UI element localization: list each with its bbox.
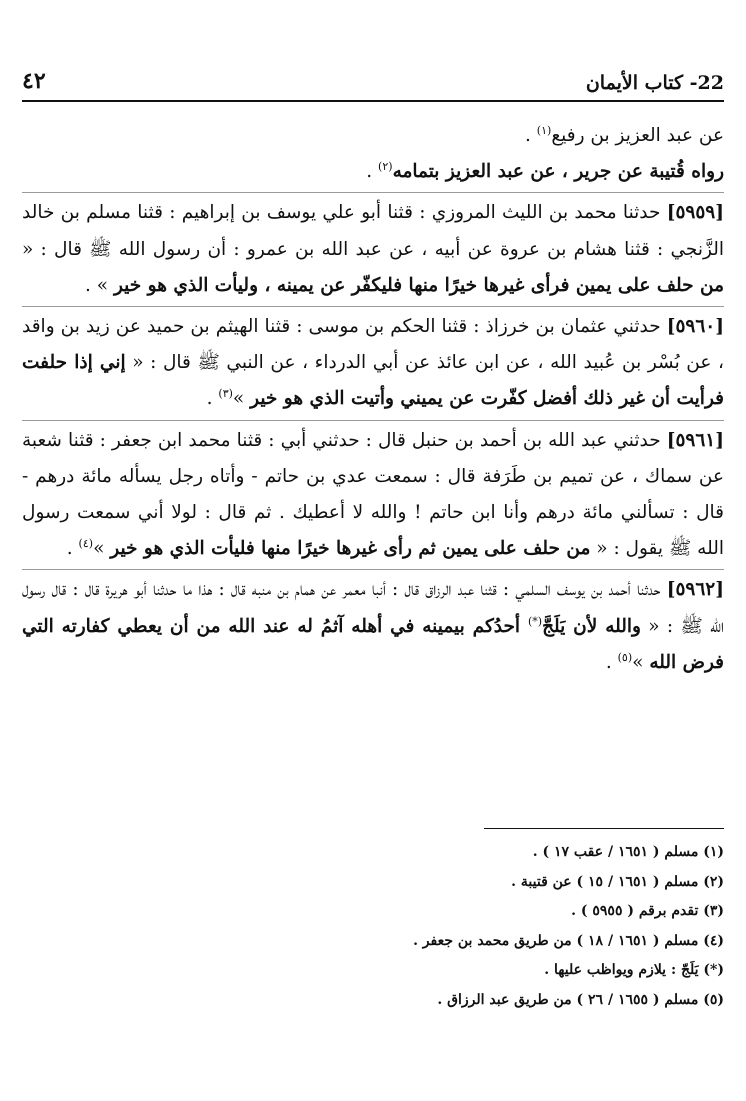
footnote-ref[interactable]: (*) xyxy=(527,614,543,628)
footnote-star: (*) يَلَجّ : يلازم ويواظب عليها . xyxy=(544,962,724,978)
hadith-quote: إني إذا حلفت فرأيت أن غير ذلك أفضل كفّرت عن يميني وأتيت الذي هو خير xyxy=(22,352,724,410)
footnote-ref[interactable]: (١) xyxy=(536,123,552,137)
footnote-1: (١) مسلم ( ١٦٥١ / عقب ١٧ ) . xyxy=(532,844,724,860)
hadith-number: [٥٩٦٠] xyxy=(666,316,724,338)
footnote-ref[interactable]: (٥) xyxy=(617,650,633,664)
footnote-ref[interactable]: (٢) xyxy=(378,160,393,174)
main-text xyxy=(22,118,724,681)
hadith-quote: من حلف على يمين فرأى غيرها خيرًا منها فليكفّر عن يمينه ، وليأت الذي هو خير xyxy=(113,274,724,296)
hadith-5960: [٥٩٦٠] حدثني عثمان بن خرزاذ : قثنا الحكم بن موسى : قثنا الهيثم بن حميد عن زيد بن واقد ، عن بُسْر بن عُبيد الله ، عن ابن عائذ عن أبي الدرداء ، عن النبي ﷺ قال : « إني إذا حلفت فرأيت أن غير ذلك أفضل كفّرت عن يميني وأتيت الذي هو خير »$^{(٣)}$ . xyxy=(22,306,724,418)
hadith-chain: حدثنا محمد بن الليث المروزي : قثنا أبو علي يوسف بن إبراهيم : قثنا مسلم بن خالد الزَّنجي : قثنا هشام بن عروة عن أبيه ، عن عبد الله بن عمرو : أن رسول الله ﷺ قال : « xyxy=(22,202,724,260)
footnote-5: (٥) مسلم ( ١٦٥٥ / ٢٦ ) من طريق عبد الرزاق . xyxy=(437,991,724,1008)
hadith-number: [٥٩٥٩] xyxy=(666,202,724,224)
hadith-number: [٥٩٦١] xyxy=(666,429,724,451)
footnote-3: (٣) تقدم برقم ( ٥٩٥٥ ) . xyxy=(571,903,724,919)
hadith-quote: والله لأن يَلَجَّ xyxy=(542,615,641,637)
hadith-5959: [٥٩٥٩] حدثنا محمد بن الليث المروزي : قثنا أبو علي يوسف بن إبراهيم : قثنا مسلم بن خالد الزَّنجي : قثنا هشام بن عروة عن أبيه ، عن عبد الله بن عمرو : أن رسول الله ﷺ قال : « من حلف على يمين فرأى غيرها خيرًا منها فليكفّر عن يمينه ، وليأت الذي هو خير » . xyxy=(22,192,724,304)
page-header xyxy=(22,68,724,102)
hadith-chain: حدثنا أحمد بن يوسف السلمي : قثنا عبد الرزاق قال : أنبا معمر عن همام بن منبه قال : هذا ما حدثنا أبو هريرة قال : قال رسول الله ﷺ : « xyxy=(22,579,724,637)
running-title: 22- كتاب الأيمان xyxy=(585,72,724,94)
footnote-divider xyxy=(484,828,724,829)
hadith-quote-continued: أحدُكم بيمينه في أهله آثمُ له عند الله من أن يعطي كفارته التي فرض الله xyxy=(22,615,724,673)
footnotes xyxy=(22,838,724,1015)
hadith-chain: حدثني عبد الله بن أحمد بن حنبل قال : حدثني أبي : قثنا محمد ابن جعفر : قثنا شعبة عن سماك ، عن تميم بن طَرَفة قال : سمعت عدي بن حاتم - وأتاه رجل يسأله مائة درهم - قال : تسألني مائة درهم وأنا ابن حاتم ! والله لا أعطيك . ثم قال : لولا أني سمعت رسول الله ﷺ يقول : « xyxy=(22,429,724,560)
hadith-quote: من حلف على يمين ثم رأى غيرها خيرًا منها فليأت الذي هو خير xyxy=(110,538,591,560)
hadith-chain: حدثني عثمان بن خرزاذ : قثنا الحكم بن موسى : قثنا الهيثم بن حميد عن زيد بن واقد ، عن بُسْر بن عُبيد الله ، عن ابن عائذ عن أبي الدرداء ، عن النبي ﷺ قال : « xyxy=(22,316,724,374)
hadith-5962: [٥٩٦٢] حدثنا أحمد بن يوسف السلمي : قثنا عبد الرزاق قال : أنبا معمر عن همام بن منبه قال : هذا ما حدثنا أبو هريرة قال : قال رسول الله ﷺ : « والله لأن يَلَجَّ(*) أحدُكم بيمينه في أهله آثمُ له عند الله من أن يعطي كفارته التي فرض الله »$^{(٥)}$ . xyxy=(22,569,724,681)
footnote-ref[interactable]: (٤) xyxy=(78,537,94,551)
hadith-number: [٥٩٦٢] xyxy=(666,579,724,601)
paragraph-narration: رواه قُتيبة عن جرير ، عن عبد العزيز بتمامه$^{(٢)}$ . xyxy=(366,160,724,183)
hadith-5961: [٥٩٦١] حدثني عبد الله بن أحمد بن حنبل قال : حدثني أبي : قثنا محمد ابن جعفر : قثنا شعبة عن سماك ، عن تميم بن طَرَفة قال : سمعت عدي بن حاتم - وأتاه رجل يسأله مائة درهم - قال : تسألني مائة درهم وأنا ابن حاتم ! والله لا أعطيك . ثم قال : لولا أني سمعت رسول الله ﷺ يقول : « من حلف على يمين ثم رأى غيرها خيرًا منها فليأت الذي هو خير »$^{(٤)}$ . xyxy=(22,420,724,568)
paragraph-continuation: عن عبد العزيز بن رفيع$^{(١)}$ . xyxy=(525,123,724,146)
page-number: ٤٢ xyxy=(22,68,46,94)
footnote-4: (٤) مسلم ( ١٦٥١ / ١٨ ) من طريق محمد بن جعفر . xyxy=(413,932,724,949)
footnote-2: (٢) مسلم ( ١٦٥١ / ١٥ ) عن قتيبة . xyxy=(511,873,724,890)
footnote-ref[interactable]: (٣) xyxy=(218,387,233,401)
